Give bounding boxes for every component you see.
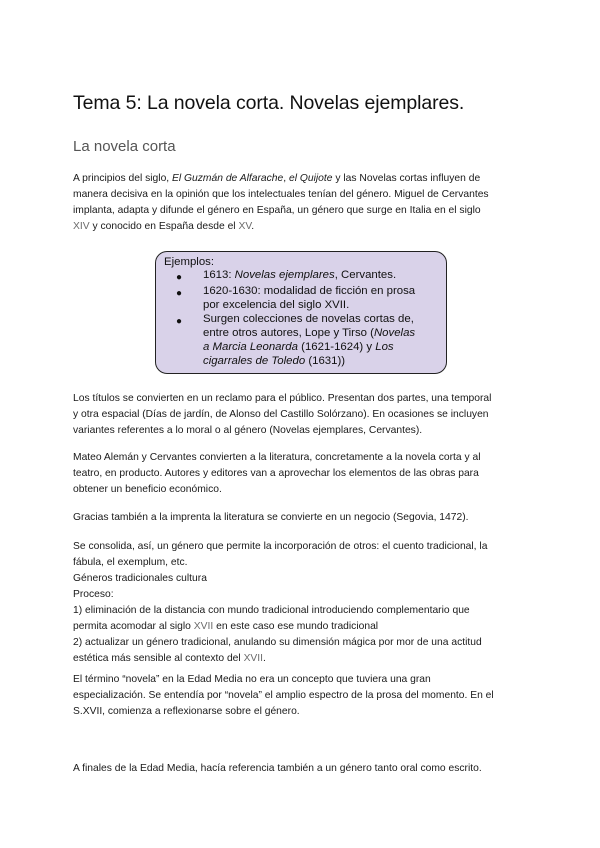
intro-paragraph	[73, 171, 533, 235]
example-item-3-line-3: a Marcia Leonarda (1621-1624) y Los	[203, 341, 394, 353]
bullet-icon: ●	[176, 316, 183, 327]
titles-line-1: Los títulos se convierten en un reclamo para el público. Presentan dos partes, una temporal	[73, 393, 492, 404]
product-line-3: obtener un beneficio económico.	[73, 484, 222, 495]
intro-line-1: A principios del siglo, El Guzmán de Alfarache, el Quijote y las Novelas cortas influyen de	[73, 173, 481, 184]
example-item-2-line-1: 1620-1630: modalidad de ficción en prosa	[203, 285, 416, 297]
intro-line-2: manera decisiva en la opinión que los intelectuales tenían del género. Miguel de Cervantes	[73, 189, 489, 200]
product-paragraph	[73, 450, 533, 498]
genre-line-1: Se consolida, así, un género que permite la incorporación de otros: el cuento tradicional, la	[73, 541, 488, 552]
genre-line-3: Géneros tradicionales cultura	[73, 573, 207, 584]
product-line-2: teatro, en producto. Autores y editores van a aprovechar los elementos de las obras para	[73, 468, 479, 479]
example-item-1: 1613: Novelas ejemplares, Cervantes.	[203, 269, 397, 281]
printing-paragraph	[73, 510, 533, 526]
titles-line-2: y otra espacial (Días de jardín, de Alonso del Castillo Solórzano). En ocasiones se incluyen	[73, 409, 489, 420]
intro-line-4: XIV y conocido en España desde el XV.	[73, 221, 255, 232]
genre-line-5: 1) eliminación de la distancia con mundo tradicional introduciendo complementario que	[73, 605, 470, 616]
genre-line-7: 2) actualizar un género tradicional, anulando su dimensión mágica por mor de una actitud	[73, 637, 482, 648]
closing-line-1: A finales de la Edad Media, hacía referencia también a un género tanto oral como escrito.	[73, 763, 482, 774]
examples-heading: Ejemplos:	[164, 256, 215, 268]
example-item-3-line-1: Surgen colecciones de novelas cortas de,	[203, 313, 414, 325]
titles-line-3: variantes referentes a lo moral o al género (Novelas ejemplares, Cervantes).	[73, 425, 423, 436]
term-line-3: S.XVII, comienza a reflexionarse sobre el género.	[73, 706, 300, 717]
term-line-2: especialización. Se entendía por “novela” el amplio espectro de la prosa del momento. En el	[73, 690, 494, 701]
term-paragraph	[73, 672, 533, 720]
genre-line-6: permita acomodar al siglo XVII en este caso ese mundo tradicional	[73, 621, 379, 632]
genre-line-4: Proceso:	[73, 589, 114, 600]
page-title: Tema 5: La novela corta. Novelas ejemplares.	[73, 92, 465, 114]
intro-line-3: implanta, adapta y difunde el género en España, un género que surge en Italia en el siglo	[73, 205, 481, 216]
section-subtitle: La novela corta	[73, 138, 176, 155]
bullet-icon: ●	[176, 272, 183, 283]
closing-paragraph	[73, 761, 533, 777]
genre-line-8: estética más sensible al contexto del XVII.	[73, 653, 266, 664]
example-item-3-line-4: cigarrales de Toledo (1631))	[203, 355, 346, 367]
genre-line-2: fábula, el exemplum, etc.	[73, 557, 188, 568]
term-line-1: El término “novela” en la Edad Media no era un concepto que tuviera una gran	[73, 674, 431, 685]
genre-paragraph	[73, 539, 533, 667]
example-item-3-line-2: entre otros autores, Lope y Tirso (Novelas	[203, 327, 416, 339]
examples-box	[155, 251, 447, 374]
bullet-icon: ●	[176, 288, 183, 299]
product-line-1: Mateo Alemán y Cervantes convierten a la literatura, concretamente a la novela corta y al	[73, 452, 481, 463]
printing-line-1: Gracias también a la imprenta la literatura se convierte en un negocio (Segovia, 1472).	[73, 512, 469, 523]
titles-paragraph	[73, 391, 533, 439]
example-item-2-line-2: por excelencia del siglo XVII.	[203, 299, 350, 311]
